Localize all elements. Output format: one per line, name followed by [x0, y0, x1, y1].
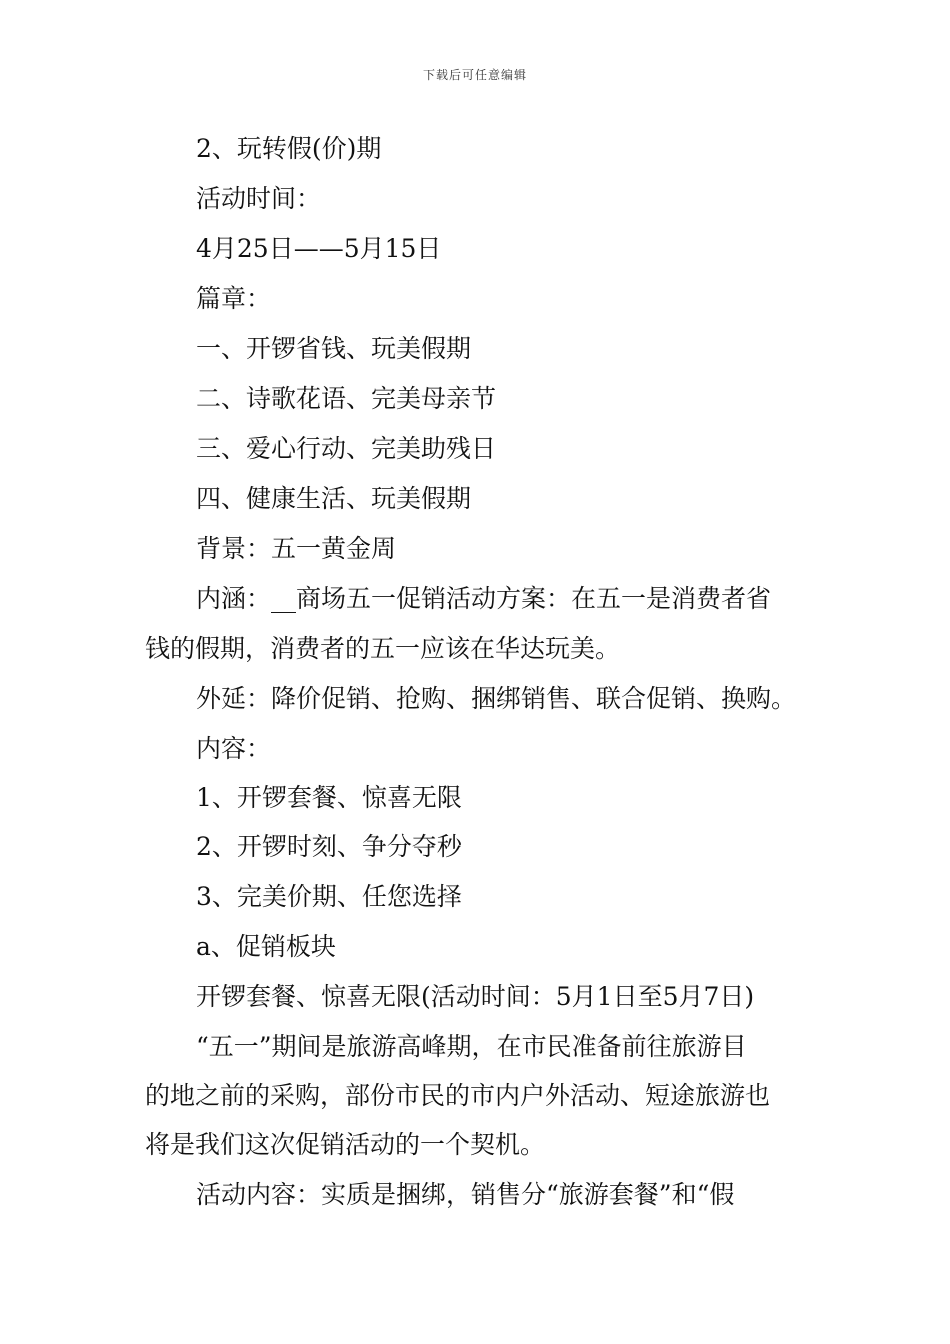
text-line: 开锣套餐、惊喜无限(活动时间：5月1日至5月7日) — [196, 982, 755, 1011]
text-line: 2、开锣时刻、争分夺秒 — [196, 832, 462, 861]
text-line: 的地之前的采购，部份市民的市内户外活动、短途旅游也 — [145, 1081, 771, 1110]
text-line: 二、诗歌花语、完美母亲节 — [196, 384, 497, 413]
text-line: 外延：降价促销、抢购、捆绑销售、联合促销、换购。 — [196, 684, 797, 713]
text-line: 篇章： — [196, 284, 272, 313]
text-line: 2、玩转假(价)期 — [196, 134, 382, 163]
text-line: 活动内容：实质是捆绑，销售分“旅游套餐”和“假 — [196, 1180, 735, 1209]
text-line: 内涵：__商场五一促销活动方案：在五一是消费者省 — [196, 584, 772, 613]
text-line: 背景：五一黄金周 — [196, 534, 397, 563]
text-line: 1、开锣套餐、惊喜无限 — [196, 783, 462, 812]
text-line: 3、完美价期、任您选择 — [196, 882, 462, 911]
text-line: “五一”期间是旅游高峰期，在市民准备前往旅游目 — [196, 1032, 747, 1061]
text-line: 4月25日——5月15日 — [196, 234, 442, 263]
text-line: 四、健康生活、玩美假期 — [196, 484, 472, 513]
text-line: 活动时间： — [196, 184, 322, 213]
page-header: 下载后可任意编辑 — [422, 68, 527, 82]
text-line: 钱的假期，消费者的五一应该在华达玩美。 — [145, 634, 621, 663]
text-line: 将是我们这次促销活动的一个契机。 — [145, 1130, 546, 1159]
text-line: 三、爱心行动、完美助残日 — [196, 434, 497, 463]
text-line: 一、开锣省钱、玩美假期 — [196, 334, 472, 363]
text-line: 内容： — [196, 734, 272, 763]
text-line: a、促销板块 — [196, 932, 336, 961]
